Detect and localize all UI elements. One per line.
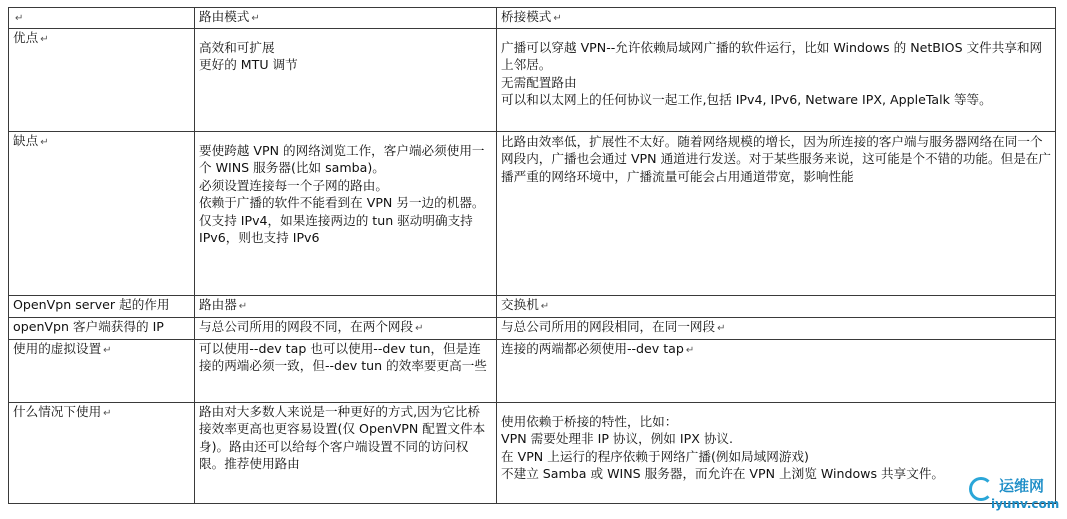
bridge-cell: [497, 131, 1056, 295]
table-header-row: [9, 8, 1056, 29]
table-row: [9, 28, 1056, 131]
table-row: [9, 339, 1056, 402]
cell-line: 在 VPN 上运行的程序依赖于网络广播(例如局域网游戏): [501, 448, 809, 464]
watermark-title: 运维网: [999, 477, 1045, 495]
bridge-cell: [497, 28, 1056, 131]
header-route-mode: 路由模式 ↵: [195, 8, 497, 29]
cell-line: 广播可以穿越 VPN--允许依赖局域网广播的软件运行，比如 Windows 的 NetBIOS 文件共享和网上邻居。: [501, 39, 1043, 72]
cell-line: VPN 需要处理非 IP 协议，例如 IPX 协议.: [501, 431, 734, 446]
cell-line: 无需配置路由: [501, 74, 577, 90]
watermark-swirl-icon: [969, 477, 993, 501]
route-cell: [195, 131, 497, 295]
watermark-url: iyunv.com: [991, 497, 1060, 511]
route-cell: 与总公司所用的网段不同，在两个网段 ↵: [195, 317, 497, 339]
bridge-cell: 连接的两端都必须使用--dev tap ↵: [497, 339, 1056, 402]
route-cell: [195, 339, 497, 402]
cell-line: 不建立 Samba 或 WINS 服务器，而允许在 VPN 上浏览 Windows 共享文件。: [501, 466, 945, 481]
table-row: [9, 402, 1056, 503]
table-row: [9, 131, 1056, 295]
cell-line: 比路由效率低，扩展性不太好。随着网络规模的增长，因为所连接的客户端与服务器网络在同一个网段内，广播也会通过 VPN 通道进行发送。对于某些服务来说，这可能是个不错的功能。但是在广播严重的网络环境中，广播流量可能会占用通道带宽，影响性能: [501, 133, 1051, 184]
route-cell: 路由器 ↵: [195, 295, 497, 317]
row-label: 使用的虚拟设置 ↵: [9, 339, 195, 402]
table-row: [9, 295, 1056, 317]
cell-line: 使用依赖于桥接的特性，比如：: [501, 413, 678, 429]
cell-line: 可以和以太网上的任何协议一起工作,包括 IPv4, IPv6, Netware IPX, AppleTalk 等等。: [501, 92, 992, 107]
bridge-cell: 与总公司所用的网段相同，在同一网段 ↵: [497, 317, 1056, 339]
bridge-cell: 交换机 ↵: [497, 295, 1056, 317]
row-label: 什么情况下使用 ↵: [9, 402, 195, 503]
header-bridge-mode: 桥接模式 ↵: [497, 8, 1056, 29]
row-label: 缺点 ↵: [9, 131, 195, 295]
header-empty-cell: ↵: [9, 8, 195, 29]
cell-line: 仅支持 IPv4，如果连接两边的 tun 驱动明确支持 IPv6，则也支持 IPv6: [199, 212, 473, 245]
comparison-table: [8, 7, 1056, 504]
route-cell: [195, 28, 497, 131]
cell-line: 路由对大多数人来说是一种更好的方式,因为它比桥接效率更高也更容易设置(仅 OpenVPN 配置文件本身)。路由还可以给每个客户端设置不同的访问权限。推荐使用路由: [199, 403, 486, 471]
cell-line: 依赖于广播的软件不能看到在 VPN 另一边的机器。: [199, 195, 485, 210]
table-row: [9, 317, 1056, 339]
row-label: 优点 ↵: [9, 28, 195, 131]
route-cell: [195, 402, 497, 503]
cell-line: 必须设置连接每一个子网的路由。: [199, 177, 388, 193]
cell-line: 要使跨越 VPN 的网络浏览工作，客户端必须使用一个 WINS 服务器(比如 samba)。: [199, 142, 485, 175]
row-label: OpenVpn server 起的作用: [9, 295, 195, 317]
cell-line: 可以使用--dev tap 也可以使用--dev tun，但是连接的两端必须一致，但--dev tun 的效率要更高一些: [199, 340, 487, 373]
cell-line: 更好的 MTU 调节: [199, 57, 298, 72]
row-label: openVpn 客户端获得的 IP: [9, 317, 195, 339]
cell-line: 高效和可扩展: [199, 39, 275, 55]
watermark-logo: [969, 475, 1061, 515]
